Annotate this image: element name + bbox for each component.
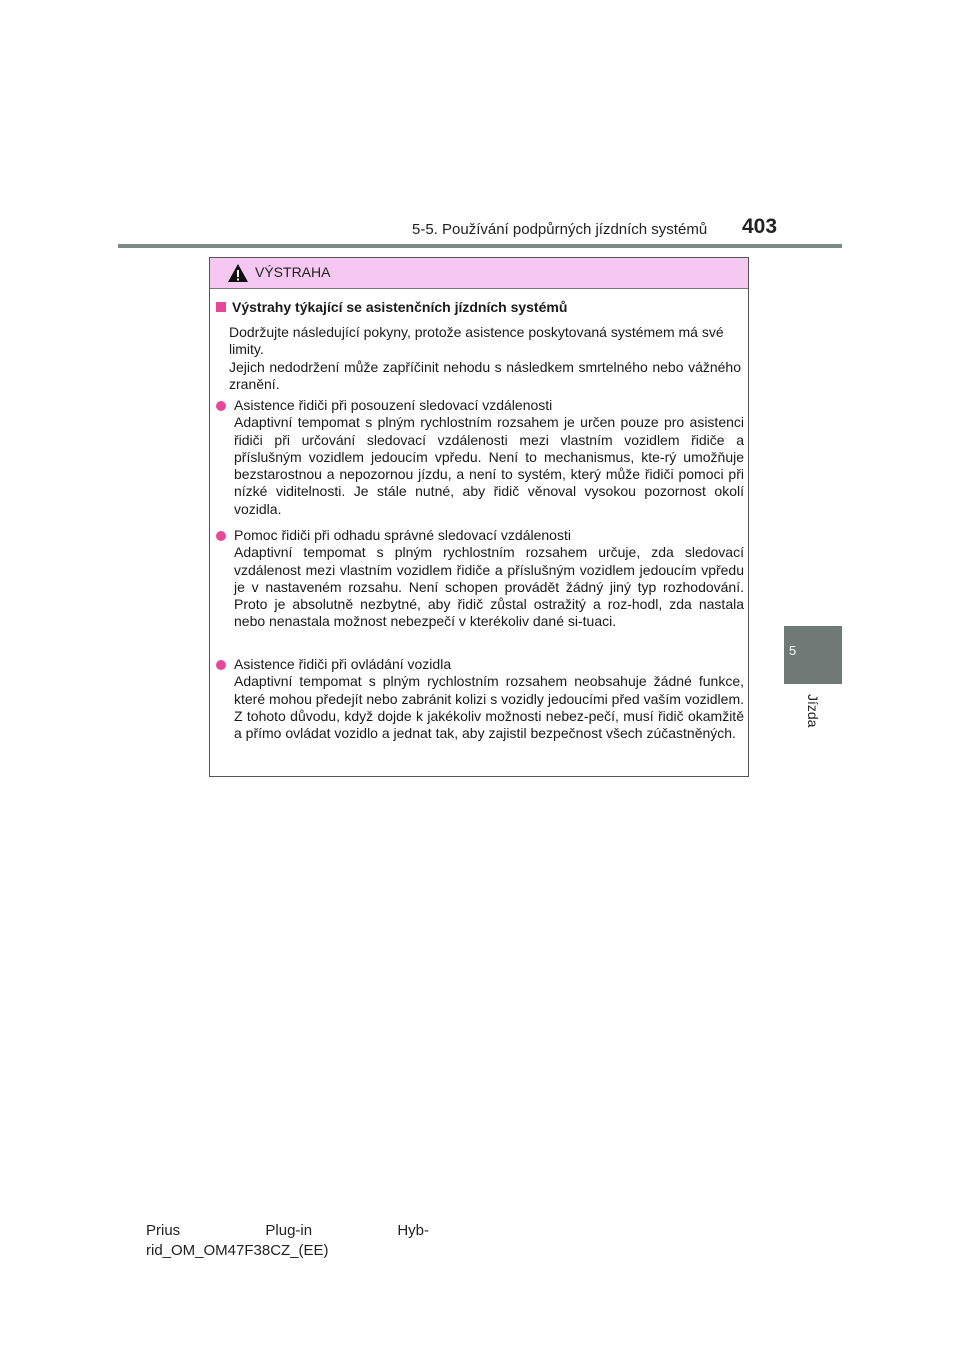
warning-header bbox=[210, 258, 748, 289]
item-body: Adaptivní tempomat s plným rychlostním rozsahem určuje, zda sledovací vzdálenost mezi vlastním vozidlem řidiče a příslušným vozidlem jedoucím vpředu je v nastaveném rozsahu. Není schopen provádět žádný jiný typ rozhodování. Proto je absolutně nezbytné, aby řidič zůstal ostražitý a roz-hodl, zda nastala nebo nenastala možnost nebezpečí v kterékoliv dané si-tuaci. bbox=[234, 544, 744, 630]
footer-line-2: rid_OM_OM47F38CZ_(EE) bbox=[146, 1242, 329, 1259]
item-title: Asistence řidiči při posouzení sledovací vzdálenosti bbox=[234, 397, 553, 413]
footer-line-1 bbox=[146, 1221, 429, 1241]
section-heading bbox=[216, 299, 567, 315]
footer-word: Prius bbox=[146, 1222, 181, 1239]
warning-body bbox=[210, 289, 748, 776]
item-title: Pomoc řidiči při odhadu správné sledovací vzdálenosti bbox=[234, 527, 571, 543]
item-body: Adaptivní tempomat s plným rychlostním rozsahem neobsahuje žádné funkce, které mohou předejít nebo zabránit kolizi s vozidly jedoucími před vaším vozidlem. Z tohoto důvodu, když dojde k jakékoliv možnosti nebez-pečí, musí řidič okamžitě a přímo ovládat vozidlo a jednat tak, aby zajistil bezpečnost všech zúčastněných. bbox=[234, 673, 744, 742]
warning-box bbox=[209, 257, 749, 777]
section-title: 5-5. Používání podpůrných jízdních systémů bbox=[412, 221, 708, 238]
chapter-tab[interactable] bbox=[784, 626, 842, 684]
page-number: 403 bbox=[742, 215, 778, 238]
warning-triangle-icon bbox=[227, 263, 249, 283]
bullet-icon bbox=[216, 531, 226, 541]
item-title: Asistence řidiči při ovládání vozidla bbox=[234, 656, 452, 672]
bullet-icon bbox=[216, 401, 226, 411]
bullet-icon bbox=[216, 660, 226, 670]
header-divider bbox=[118, 244, 842, 248]
warning-title: VÝSTRAHA bbox=[255, 264, 331, 280]
intro-line-2: Jejich nedodržení může zapříčinit nehodu s následkem smrtelného nebo vážného zranění. bbox=[229, 358, 741, 392]
footer-word: Hyb- bbox=[397, 1222, 429, 1239]
intro-text bbox=[229, 324, 741, 393]
list-item bbox=[216, 397, 744, 518]
item-body: Adaptivní tempomat s plným rychlostním rozsahem je určen pouze pro asistenci řidiči při určování sledovací vzdálenosti mezi vlastním vozidlem řidiče a příslušným vozidlem jedoucím vpředu. Není to mechanismus, kte-rý umožňuje bezstarostnou a nepozornou jízdu, a není to systém, který může řidiči pomoci při nízké viditelnosti. Je stále nutné, aby řidič věnoval vysokou pozornost okolí vozidla. bbox=[234, 414, 744, 517]
intro-line-1: Dodržujte následující pokyny, protože asistence poskytovaná systémem má své limity. bbox=[229, 324, 724, 358]
chapter-number: 5 bbox=[789, 643, 797, 658]
chapter-label bbox=[784, 694, 842, 734]
list-item bbox=[216, 527, 744, 631]
footer bbox=[146, 1221, 429, 1261]
list-item bbox=[216, 656, 744, 742]
section-heading-text: Výstrahy týkající se asistenčních jízdních systémů bbox=[232, 299, 568, 315]
chapter-label-text: Jízda bbox=[805, 694, 821, 728]
footer-word: Plug-in bbox=[265, 1222, 313, 1239]
square-bullet-icon bbox=[216, 302, 226, 312]
